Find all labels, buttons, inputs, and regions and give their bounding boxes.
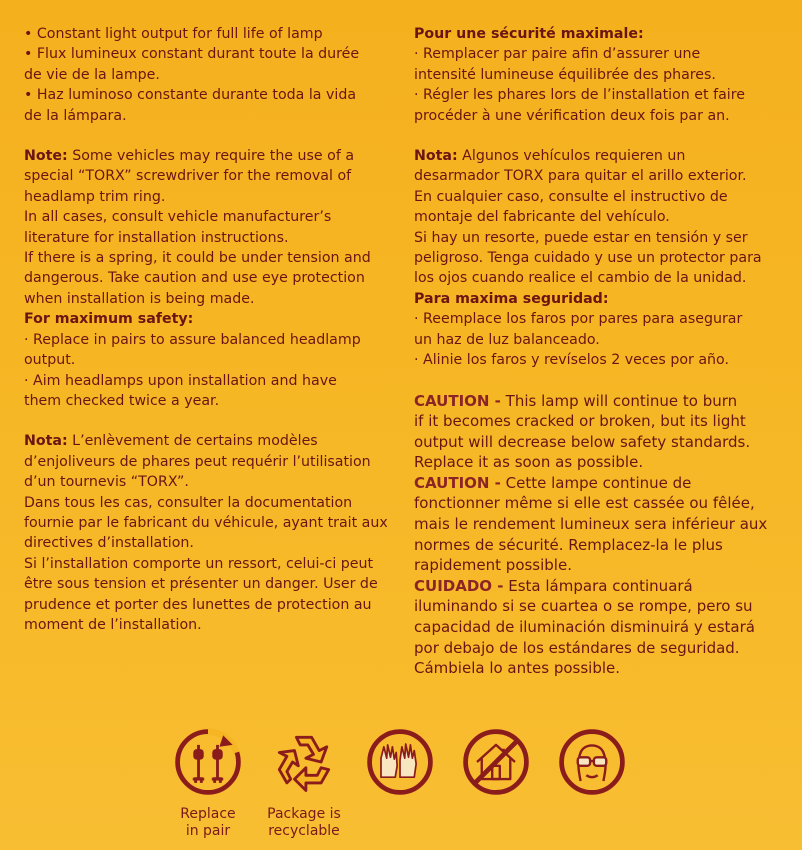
right-column [414, 24, 786, 679]
caution-es-line: iluminando si se cuartea o se rompe, pero su [414, 597, 753, 616]
note-fr-line: prudence et porter des lunettes de protection au [24, 596, 372, 613]
safety-es-line: · Alinie los faros y revíselos 2 veces por año. [414, 352, 729, 369]
note-fr-line: moment de l’installation. [24, 616, 202, 633]
caution-block [414, 391, 786, 679]
recycle-icon [266, 724, 342, 800]
caution-fr-line: rapidement possible. [414, 556, 572, 575]
note-en-line: dangerous. Take caution and use eye protection [24, 270, 365, 287]
note-fr-line: Dans tous les cas, consulter la documentation [24, 494, 353, 511]
no-home-item [458, 724, 534, 800]
no-home-use-icon [458, 724, 534, 800]
gloves-icon [362, 724, 438, 800]
safety-en-line: output. [24, 352, 76, 369]
replace-pair-item [170, 724, 246, 839]
caution-en-line: if it becomes cracked or broken, but its light [414, 412, 746, 431]
note-es-line: los ojos cuando realice el cambio de la unidad. [414, 270, 747, 287]
note-en-line: Note: Some vehicles may require the use of a [24, 148, 355, 165]
safety-fr-heading: Pour une sécurité maximale: [414, 26, 644, 42]
safety-es-line: un haz de luz balanceado. [414, 331, 600, 348]
note-en-line: when installation is being made. [24, 290, 255, 307]
safety-fr-line: intensité lumineuse équilibrée des phares. [414, 66, 716, 83]
caution-fr-line: normes de sécurité. Remplacez-la le plus [414, 535, 723, 554]
caution-es-label: CUIDADO - [414, 576, 504, 595]
safety-goggles-icon [554, 724, 630, 800]
caution-en-line: Replace it as soon as possible. [414, 453, 644, 472]
caution-es-line: Cámbiela lo antes possible. [414, 659, 621, 678]
note-fr-label: Nota: [24, 433, 68, 450]
safety-en-line: · Replace in pairs to assure balanced headlamp [24, 331, 361, 348]
safety-fr-line: · Remplacer par paire afin d’assurer une [414, 46, 701, 63]
note-es-line: peligroso. Tenga cuidado y use un protector para [414, 250, 762, 267]
caution-es-line: CUIDADO - Esta lámpara continuará [414, 576, 693, 595]
caution-en-line: output will decrease below safety standards. [414, 432, 751, 451]
left-column [24, 24, 388, 635]
replace-pair-label: Replace in pair [180, 806, 236, 839]
note-en-line: literature for installation instructions. [24, 229, 289, 246]
bullet-line: • Flux lumineux constant durant toute la durée [24, 46, 360, 63]
note-es-line: montaje del fabricante del vehículo. [414, 209, 670, 226]
note-es-label: Nota: [414, 148, 458, 165]
recycle-label: Package is recyclable [267, 806, 341, 839]
safety-en-heading: For maximum safety: [24, 311, 194, 328]
note-es-line: Si hay un resorte, puede estar en tensión y ser [414, 229, 748, 246]
note-en-line: special “TORX” screwdriver for the removal of [24, 168, 352, 185]
note-es-line: desarmador TORX para quitar el arillo exterior. [414, 168, 747, 185]
safety-fr-line: · Régler les phares lors de l’installation et faire [414, 87, 745, 104]
recycle-item [266, 724, 342, 839]
note-fr-line: d’un tournevis “TORX”. [24, 474, 189, 491]
safety-en-line: them checked twice a year. [24, 392, 220, 409]
caution-fr-line: mais le rendement lumineux sera inférieur aux [414, 515, 768, 534]
note-fr-line: fournie par le fabricant du véhicule, ayant trait aux [24, 514, 388, 531]
safety-es-heading: Para maxima seguridad: [414, 290, 609, 307]
caution-fr-line: CAUTION - Cette lampe continue de [414, 473, 692, 492]
gloves-item [362, 724, 438, 800]
caution-fr-line: fonctionner même si elle est cassée ou fêlée, [414, 494, 755, 513]
note-en-label: Note: [24, 148, 68, 165]
bullet-line: • Constant light output for full life of lamp [24, 26, 323, 42]
note-fr-line: être sous tension et présenter un danger. User de [24, 576, 378, 593]
caution-en-label: CAUTION - [414, 391, 501, 410]
caution-es-line: por debajo de los estándares de seguridad. [414, 638, 740, 657]
note-es-line: En cualquier caso, consulte el instructivo de [414, 188, 728, 205]
note-fr-line: directives d’installation. [24, 535, 194, 552]
note-en-line: headlamp trim ring. [24, 188, 166, 205]
bullet-line: de la lámpara. [24, 107, 127, 124]
safety-es-line: · Reemplace los faros por pares para asegurar [414, 311, 743, 328]
safety-en-line: · Aim headlamps upon installation and have [24, 372, 337, 389]
goggles-item [554, 724, 630, 800]
note-fr-line: Nota: L’enlèvement de certains modèles [24, 433, 318, 450]
note-es-line: Nota: Algunos vehículos requieren un [414, 148, 686, 165]
bullet-line: de vie de la lampe. [24, 66, 160, 83]
note-en-line: In all cases, consult vehicle manufacturer’s [24, 209, 332, 226]
safety-fr-line: procéder à une vérification deux fois par an. [414, 107, 730, 124]
bullet-line: • Haz luminoso constante durante toda la vida [24, 87, 357, 104]
replace-pair-icon [170, 724, 246, 800]
caution-en-line: CAUTION - This lamp will continue to burn [414, 391, 738, 410]
note-en-line: If there is a spring, it could be under tension and [24, 250, 371, 267]
note-fr-line: d’enjoliveurs de phares peut requérir l’utilisation [24, 453, 371, 470]
caution-fr-label: CAUTION - [414, 473, 501, 492]
note-fr-line: Si l’installation comporte un ressort, celui-ci peut [24, 555, 374, 572]
caution-es-line: capacidad de iluminación disminuirá y estará [414, 618, 755, 637]
